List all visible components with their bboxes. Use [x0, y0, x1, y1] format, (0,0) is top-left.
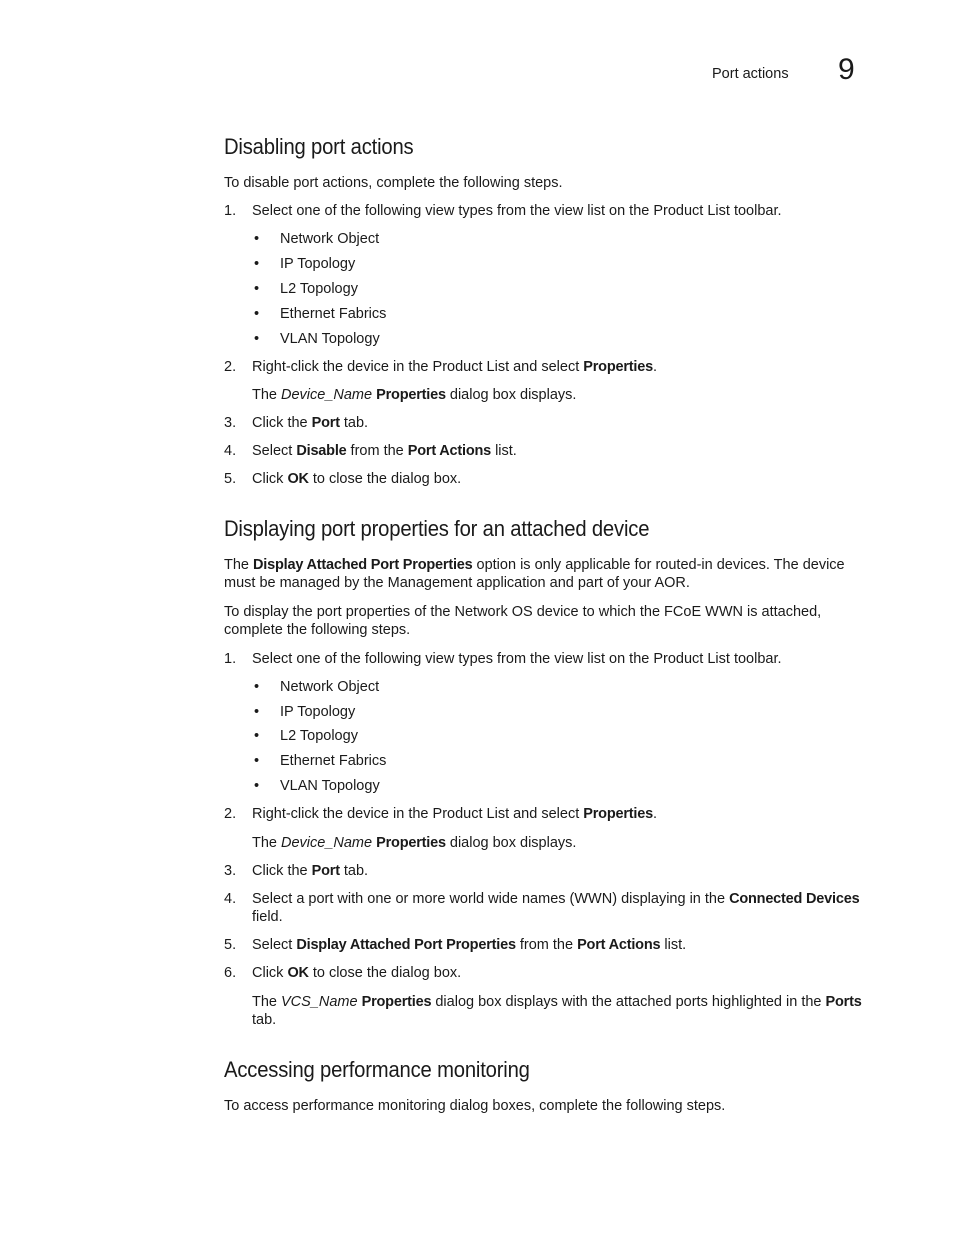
text-run: Click the: [252, 863, 312, 879]
bullet-marker: •: [254, 306, 260, 322]
step-note: [252, 386, 867, 404]
section-intro: To disable port actions, complete the following steps.: [224, 175, 563, 191]
step-number: 6.: [224, 965, 237, 981]
section-heading-accessing-performance-monitoring: Accessing performance monitoring: [224, 1057, 530, 1082]
chapter-number: 9: [838, 53, 855, 86]
ui-term: Properties: [583, 806, 653, 822]
step-number: 2.: [224, 806, 237, 822]
text-run: tab.: [252, 1012, 277, 1028]
step-number: 4.: [224, 443, 237, 459]
ui-term: Port: [311, 863, 340, 879]
section-heading-disabling-port-actions: Disabling port actions: [224, 134, 414, 159]
text-run: list.: [660, 937, 687, 953]
text-run: option is only applicable for routed-in devices. The device must be managed by the Management application and part of your AOR.: [224, 557, 845, 591]
text-run: .: [652, 359, 658, 375]
ui-term: Port: [311, 415, 340, 431]
ui-term: Properties: [376, 387, 446, 403]
text-run: dialog box displays with the attached ports highlighted in the: [431, 994, 826, 1010]
ui-term: OK: [287, 471, 309, 487]
list-item: VLAN Topology: [280, 331, 380, 347]
text-run: tab.: [339, 863, 369, 879]
text-run: field.: [252, 909, 283, 925]
list-item: L2 Topology: [280, 728, 358, 744]
step-number: 5.: [224, 471, 237, 487]
text-run: list.: [491, 443, 517, 459]
running-header-title: Port actions: [712, 66, 789, 82]
text-run: tab.: [339, 415, 369, 431]
step-text: Select one of the following view types from the view list on the Product List toolbar.: [252, 203, 782, 219]
section-heading-displaying-port-properties: Displaying port properties for an attached device: [224, 516, 650, 541]
text-run: Select a port with one or more world wide names (WWN) displaying in the: [252, 891, 730, 907]
step-text: [252, 358, 867, 376]
paragraph: [224, 556, 864, 592]
step-text: [252, 890, 867, 926]
step-text: [252, 442, 867, 460]
paragraph: To display the port properties of the Network OS device to which the FCoE WWN is attached, complete the following steps.: [224, 604, 822, 638]
bullet-marker: •: [254, 728, 260, 744]
ui-term: Display Attached Port Properties: [253, 557, 473, 573]
placeholder-term: VCS_Name: [281, 994, 358, 1010]
bullet-marker: •: [254, 704, 260, 720]
list-item: IP Topology: [280, 256, 356, 272]
ui-term: Port Actions: [407, 443, 492, 459]
step-number: 1.: [224, 203, 237, 219]
text-run: from the: [515, 937, 578, 953]
text-run: The: [224, 557, 254, 573]
text-run: from the: [346, 443, 408, 459]
step-text: [252, 805, 867, 823]
text-run: Right-click the device in the Product List and select: [252, 359, 584, 375]
text-run: .: [652, 806, 658, 822]
list-item: Network Object: [280, 679, 380, 695]
text-run: to close the dialog box.: [308, 965, 462, 981]
text-run: Right-click the device in the Product List and select: [252, 806, 584, 822]
bullet-marker: •: [254, 281, 260, 297]
ui-term: Ports: [825, 994, 862, 1010]
bullet-marker: •: [254, 753, 260, 769]
text-run: dialog box displays.: [445, 387, 577, 403]
ui-term: Connected Devices: [729, 891, 860, 907]
step-number: 5.: [224, 937, 237, 953]
text-run: Click the: [252, 415, 312, 431]
list-item: Network Object: [280, 231, 380, 247]
placeholder-term: Device_Name: [281, 387, 373, 403]
bullet-marker: •: [254, 331, 260, 347]
list-item: L2 Topology: [280, 281, 358, 297]
text-run: The: [252, 835, 282, 851]
ui-term: Properties: [583, 359, 653, 375]
step-text: [252, 414, 867, 432]
step-number: 1.: [224, 651, 237, 667]
ui-term: Port Actions: [577, 937, 661, 953]
list-item: VLAN Topology: [280, 778, 380, 794]
ui-term: Display Attached Port Properties: [296, 937, 516, 953]
ui-term: Disable: [296, 443, 347, 459]
list-item: IP Topology: [280, 704, 356, 720]
ui-term: Properties: [376, 835, 446, 851]
step-number: 2.: [224, 359, 237, 375]
list-item: Ethernet Fabrics: [280, 753, 387, 769]
bullet-marker: •: [254, 778, 260, 794]
step-note: [252, 993, 867, 1029]
text-run: to close the dialog box.: [308, 471, 462, 487]
text-run: The: [252, 994, 282, 1010]
ui-term: OK: [287, 965, 309, 981]
placeholder-term: Device_Name: [281, 835, 373, 851]
step-text: [252, 470, 867, 488]
step-number: 4.: [224, 891, 237, 907]
list-item: Ethernet Fabrics: [280, 306, 387, 322]
text-run: dialog box displays.: [445, 835, 577, 851]
text-run: Click: [252, 471, 288, 487]
bullet-marker: •: [254, 231, 260, 247]
step-text: [252, 862, 867, 880]
text-run: Select: [252, 937, 297, 953]
text-run: Select: [252, 443, 297, 459]
section-intro: To access performance monitoring dialog boxes, complete the following steps.: [224, 1098, 726, 1114]
bullet-marker: •: [254, 256, 260, 272]
step-number: 3.: [224, 415, 237, 431]
ui-term: Properties: [361, 994, 432, 1010]
step-text: [252, 936, 867, 954]
bullet-marker: •: [254, 679, 260, 695]
step-number: 3.: [224, 863, 237, 879]
step-text: Select one of the following view types from the view list on the Product List toolbar.: [252, 651, 782, 667]
text-run: Click: [252, 965, 288, 981]
step-text: [252, 964, 867, 982]
text-run: The: [252, 387, 282, 403]
step-note: [252, 834, 867, 852]
